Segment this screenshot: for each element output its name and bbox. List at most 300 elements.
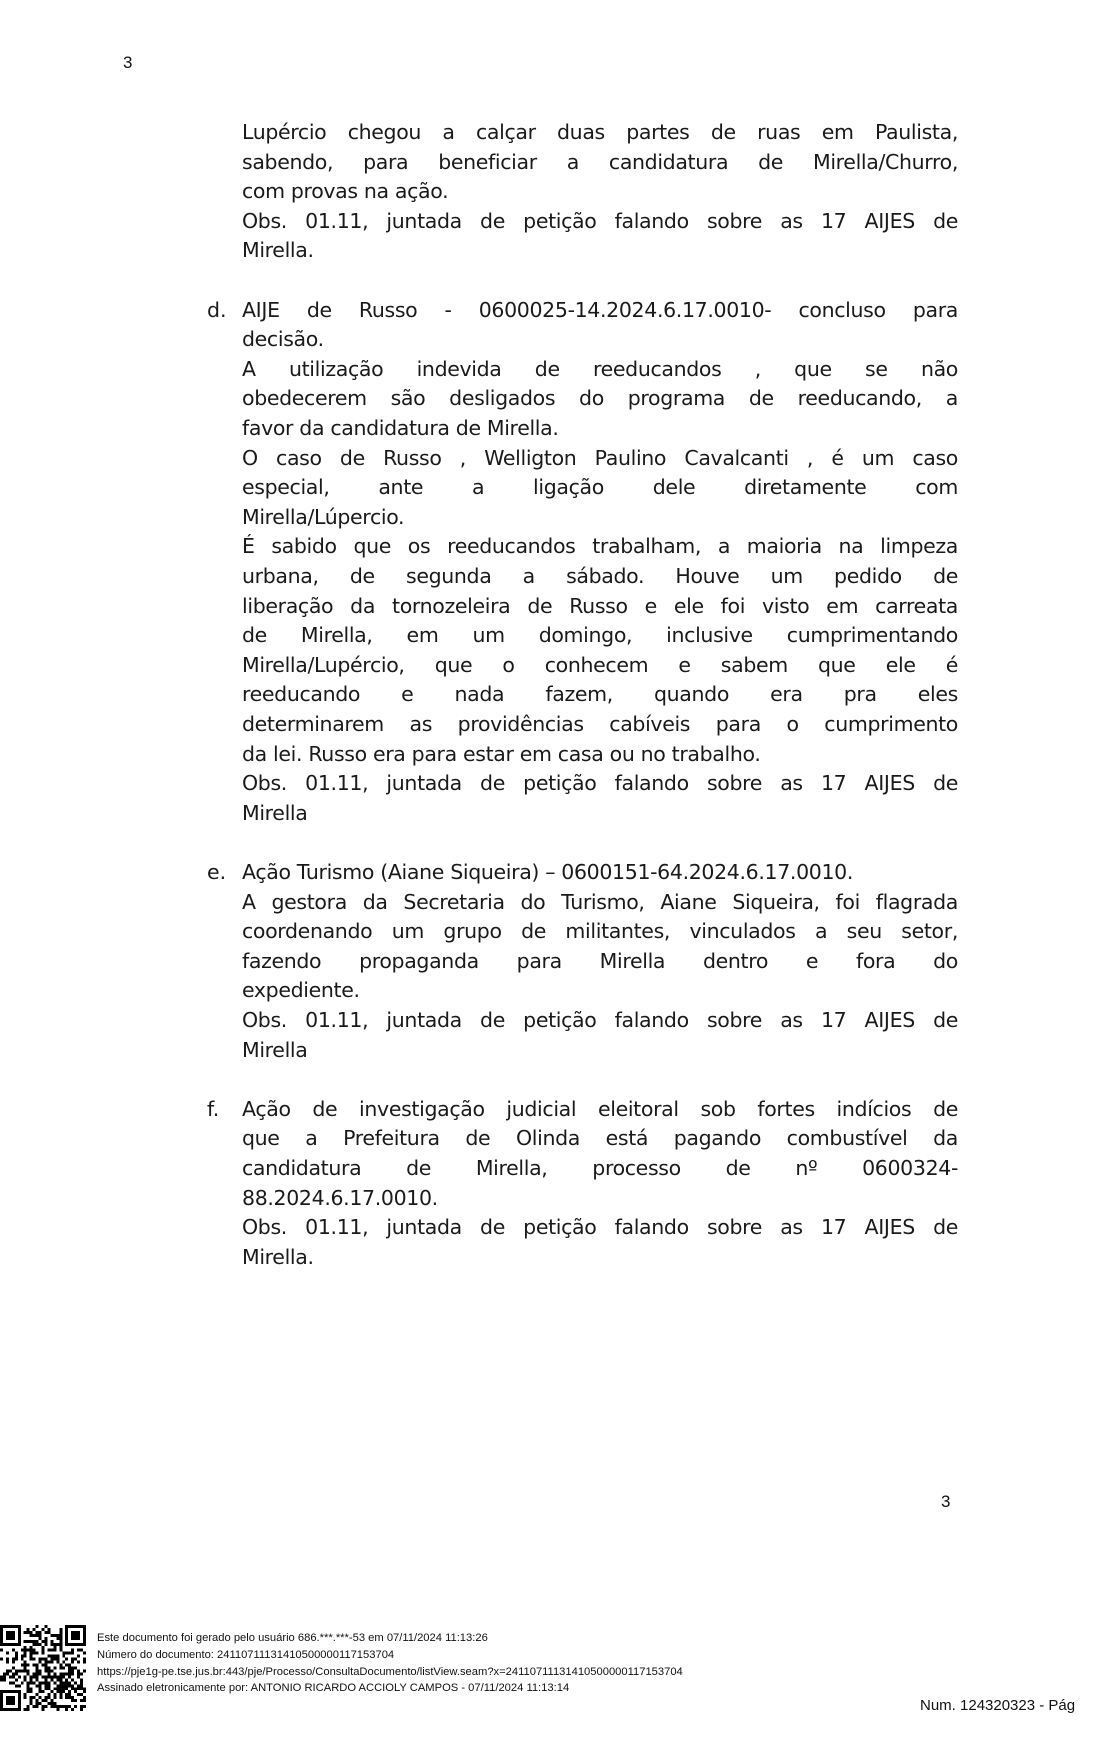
qr-module <box>30 1687 33 1690</box>
qr-module <box>12 1681 15 1684</box>
qr-module <box>53 1672 56 1675</box>
qr-module <box>56 1634 59 1637</box>
text-line: A gestora da Secretaria do Turismo, Aiane Siqueira, foi flagrada <box>242 889 958 914</box>
qr-module <box>74 1637 77 1640</box>
qr-module <box>62 1675 65 1678</box>
qr-module <box>33 1681 36 1684</box>
text-line: 88.2024.6.17.0010. <box>242 1185 438 1210</box>
qr-module <box>44 1705 47 1708</box>
text-line: fazendo propaganda para Mirella dentro e fora do <box>242 948 958 973</box>
qr-module <box>44 1658 47 1661</box>
qr-module <box>62 1705 65 1708</box>
qr-module <box>44 1667 47 1670</box>
qr-module <box>50 1678 53 1681</box>
qr-module <box>36 1631 39 1634</box>
qr-module <box>53 1649 56 1652</box>
qr-module <box>3 1675 6 1678</box>
text-line: urbana, de segunda a sábado. Houve um pedido de <box>242 564 958 588</box>
qr-module <box>83 1625 86 1628</box>
qr-module <box>50 1640 53 1643</box>
qr-module <box>47 1696 50 1699</box>
qr-module <box>65 1681 68 1684</box>
qr-module <box>53 1705 56 1708</box>
qr-module <box>33 1652 36 1655</box>
qr-module <box>21 1658 24 1661</box>
qr-module <box>80 1705 83 1708</box>
qr-module <box>59 1628 62 1631</box>
qr-module <box>56 1687 59 1690</box>
text-line: favor da candidatura de Mirella. <box>242 416 559 440</box>
qr-module <box>77 1649 80 1652</box>
qr-module <box>68 1664 71 1667</box>
qr-module <box>83 1690 86 1693</box>
qr-module <box>44 1669 47 1672</box>
qr-module <box>56 1655 59 1658</box>
qr-module <box>18 1708 21 1711</box>
qr-module <box>74 1690 77 1693</box>
qr-module <box>0 1631 3 1634</box>
qr-module <box>50 1675 53 1678</box>
qr-module <box>12 1708 15 1711</box>
qr-module <box>0 1693 3 1696</box>
text-line: Obs. 01.11, juntada de petição falando sobre as 17 AIJES de <box>242 771 958 796</box>
qr-module <box>24 1661 27 1664</box>
qr-module <box>50 1690 53 1693</box>
qr-module <box>53 1702 56 1705</box>
text-line: sabendo, para beneficiar a candidatura de Mirella/Churro, <box>242 149 958 174</box>
text-line: A utilização indevida de reeducandos , que se não <box>242 356 958 381</box>
qr-module <box>3 1678 6 1681</box>
qr-module <box>77 1672 80 1675</box>
qr-module <box>42 1705 45 1708</box>
qr-module <box>68 1693 71 1696</box>
qr-module <box>6 1690 9 1693</box>
qr-module <box>80 1672 83 1675</box>
qr-module <box>3 1690 6 1693</box>
qr-module <box>44 1664 47 1667</box>
qr-module <box>0 1705 3 1708</box>
qr-module <box>33 1705 36 1708</box>
qr-module <box>56 1643 59 1646</box>
text-line: decisão. <box>242 327 324 352</box>
qr-module <box>71 1678 74 1681</box>
qr-module <box>62 1672 65 1675</box>
qr-module <box>56 1705 59 1708</box>
qr-module <box>39 1702 42 1705</box>
qr-module <box>24 1664 27 1667</box>
qr-module <box>65 1640 68 1643</box>
qr-module <box>62 1684 65 1687</box>
footer-document-number: Número do documento: 24110711131410500000117153704 <box>97 1648 395 1661</box>
qr-module <box>68 1643 71 1646</box>
qr-module <box>0 1637 3 1640</box>
qr-module <box>9 1699 12 1702</box>
qr-module <box>47 1628 50 1631</box>
qr-module <box>30 1646 33 1649</box>
qr-module <box>15 1672 18 1675</box>
qr-module <box>18 1640 21 1643</box>
qr-module <box>15 1678 18 1681</box>
qr-module <box>30 1634 33 1637</box>
qr-module <box>44 1640 47 1643</box>
qr-module <box>53 1693 56 1696</box>
qr-module <box>6 1702 9 1705</box>
qr-module <box>0 1699 3 1702</box>
text-line: que a Prefeitura de Olinda está pagando combustível da <box>242 1126 958 1151</box>
qr-module <box>50 1661 53 1664</box>
qr-module <box>0 1675 3 1678</box>
qr-module <box>71 1634 74 1637</box>
qr-module <box>33 1675 36 1678</box>
qr-module <box>59 1696 62 1699</box>
qr-module <box>21 1664 24 1667</box>
qr-module <box>71 1643 74 1646</box>
page-number-top: 3 <box>123 53 133 72</box>
qr-module <box>53 1634 56 1637</box>
qr-module <box>18 1690 21 1693</box>
qr-module <box>44 1661 47 1664</box>
qr-module <box>68 1667 71 1670</box>
text-line: AIJE de Russo - 0600025-14.2024.6.17.0010- concluso para <box>242 297 958 322</box>
qr-module <box>42 1664 45 1667</box>
qr-module <box>44 1684 47 1687</box>
qr-module <box>42 1708 45 1711</box>
footer-url[interactable]: https://pje1g-pe.tse.jus.br:443/pje/Processo/ConsultaDocumento/listView.seam?x=24110711131410500000117153704 <box>97 1665 683 1678</box>
qr-module <box>33 1643 36 1646</box>
qr-module <box>56 1708 59 1711</box>
qr-module <box>0 1708 3 1711</box>
qr-module <box>71 1625 74 1628</box>
qr-module <box>12 1672 15 1675</box>
text-line: Mirella. <box>242 1244 314 1269</box>
qr-module <box>42 1675 45 1678</box>
qr-module <box>42 1681 45 1684</box>
qr-module <box>24 1631 27 1634</box>
qr-module <box>30 1649 33 1652</box>
qr-module <box>39 1696 42 1699</box>
qr-module <box>6 1658 9 1661</box>
qr-module <box>9 1634 12 1637</box>
qr-module <box>65 1708 68 1711</box>
qr-module <box>65 1693 68 1696</box>
qr-module <box>65 1705 68 1708</box>
qr-module <box>71 1637 74 1640</box>
qr-module <box>65 1684 68 1687</box>
qr-module <box>15 1658 18 1661</box>
qr-module <box>30 1696 33 1699</box>
qr-module <box>65 1696 68 1699</box>
qr-module <box>50 1634 53 1637</box>
text-line: coordenando um grupo de militantes, vinculados a seu setor, <box>242 919 958 944</box>
text-line: obedecerem são desligados do programa de reeducando, a <box>242 386 958 411</box>
qr-module <box>62 1687 65 1690</box>
qr-module <box>71 1631 74 1634</box>
qr-module <box>83 1696 86 1699</box>
qr-module <box>30 1681 33 1684</box>
qr-module <box>27 1640 30 1643</box>
qr-module <box>83 1643 86 1646</box>
qr-module <box>71 1667 74 1670</box>
qr-module <box>71 1658 74 1661</box>
qr-module <box>24 1652 27 1655</box>
qr-module <box>65 1634 68 1637</box>
qr-module <box>39 1669 42 1672</box>
qr-module <box>36 1702 39 1705</box>
qr-module <box>36 1684 39 1687</box>
qr-module <box>24 1669 27 1672</box>
qr-module <box>30 1699 33 1702</box>
qr-module <box>80 1625 83 1628</box>
qr-module <box>24 1649 27 1652</box>
qr-module <box>12 1649 15 1652</box>
qr-module <box>36 1634 39 1637</box>
text-line: liberação da tornozeleira de Russo e ele foi visto em carreata <box>242 593 958 618</box>
qr-module <box>9 1696 12 1699</box>
qr-module <box>9 1631 12 1634</box>
qr-module <box>44 1699 47 1702</box>
text-line: Mirella. <box>242 238 314 263</box>
qr-module <box>47 1661 50 1664</box>
qr-module <box>65 1652 68 1655</box>
qr-module <box>24 1678 27 1681</box>
qr-module <box>0 1658 3 1661</box>
qr-module <box>33 1634 36 1637</box>
qr-module <box>3 1708 6 1711</box>
qr-module <box>36 1652 39 1655</box>
qr-module <box>6 1625 9 1628</box>
qr-module <box>53 1696 56 1699</box>
qr-module <box>74 1667 77 1670</box>
qr-module <box>68 1690 71 1693</box>
qr-module <box>18 1628 21 1631</box>
qr-module <box>9 1643 12 1646</box>
qr-module <box>39 1690 42 1693</box>
qr-module <box>18 1699 21 1702</box>
text-line: O caso de Russo , Welligton Paulino Cavalcanti , é um caso <box>242 445 958 470</box>
qr-module <box>56 1684 59 1687</box>
qr-module <box>33 1664 36 1667</box>
qr-module <box>77 1669 80 1672</box>
qr-module <box>18 1675 21 1678</box>
qr-module <box>44 1631 47 1634</box>
text-line: Lupércio chegou a calçar duas partes de ruas em Paulista, <box>242 120 958 144</box>
text-line: Obs. 01.11, juntada de petição falando sobre as 17 AIJES de <box>242 1008 958 1032</box>
qr-module <box>71 1652 74 1655</box>
qr-module <box>0 1702 3 1705</box>
qr-module <box>39 1681 42 1684</box>
qr-module <box>47 1631 50 1634</box>
qr-module <box>12 1702 15 1705</box>
qr-module <box>30 1655 33 1658</box>
qr-module <box>44 1675 47 1678</box>
qr-module <box>59 1678 62 1681</box>
qr-module <box>9 1675 12 1678</box>
qr-module <box>9 1681 12 1684</box>
qr-module <box>36 1667 39 1670</box>
qr-module <box>0 1696 3 1699</box>
qr-module <box>44 1678 47 1681</box>
qr-module <box>27 1672 30 1675</box>
qr-module <box>44 1696 47 1699</box>
qr-module <box>56 1675 59 1678</box>
qr-module <box>9 1702 12 1705</box>
qr-module <box>12 1643 15 1646</box>
qr-module <box>59 1690 62 1693</box>
qr-module <box>30 1652 33 1655</box>
qr-module <box>12 1625 15 1628</box>
qr-module <box>0 1643 3 1646</box>
qr-module <box>68 1672 71 1675</box>
qr-module <box>74 1687 77 1690</box>
qr-module <box>59 1667 62 1670</box>
list-marker: d. <box>207 297 227 322</box>
qr-module <box>53 1658 56 1661</box>
qr-module <box>53 1675 56 1678</box>
qr-module <box>42 1699 45 1702</box>
qr-module <box>71 1661 74 1664</box>
qr-module <box>12 1667 15 1670</box>
qr-module <box>27 1631 30 1634</box>
qr-module <box>59 1643 62 1646</box>
qr-module <box>0 1628 3 1631</box>
qr-module <box>27 1708 30 1711</box>
qr-module <box>59 1681 62 1684</box>
qr-module <box>59 1649 62 1652</box>
qr-module <box>27 1664 30 1667</box>
text-line: Mirella <box>242 800 308 825</box>
qr-module <box>65 1631 68 1634</box>
electronic-signature-footer <box>97 1630 683 1697</box>
qr-module <box>39 1634 42 1637</box>
qr-module <box>47 1667 50 1670</box>
qr-module <box>50 1658 53 1661</box>
qr-module <box>47 1672 50 1675</box>
qr-module <box>6 1699 9 1702</box>
qr-module <box>24 1640 27 1643</box>
qr-module <box>59 1693 62 1696</box>
qr-module <box>6 1708 9 1711</box>
qr-module <box>36 1664 39 1667</box>
qr-module <box>0 1625 3 1628</box>
qr-module <box>65 1658 68 1661</box>
qr-module <box>12 1675 15 1678</box>
qr-module <box>6 1643 9 1646</box>
qr-module <box>21 1649 24 1652</box>
text-line: Obs. 01.11, juntada de petição falando sobre as 17 AIJES de <box>242 208 958 233</box>
qr-module <box>39 1631 42 1634</box>
qr-module <box>62 1652 65 1655</box>
qr-module <box>59 1637 62 1640</box>
qr-module <box>21 1655 24 1658</box>
qr-module <box>42 1658 45 1661</box>
qr-module <box>36 1672 39 1675</box>
qr-module <box>77 1684 80 1687</box>
qr-module <box>0 1690 3 1693</box>
text-line: Mirella/Lúpercio. <box>242 504 405 529</box>
qr-module <box>0 1649 3 1652</box>
qr-module <box>83 1634 86 1637</box>
qr-module <box>36 1699 39 1702</box>
qr-module <box>3 1672 6 1675</box>
qr-module <box>47 1684 50 1687</box>
qr-module <box>21 1669 24 1672</box>
qr-module <box>71 1669 74 1672</box>
qr-module <box>44 1643 47 1646</box>
text-line: candidatura de Mirella, processo de nº 0600324- <box>242 1156 958 1180</box>
qr-module <box>33 1628 36 1631</box>
text-line: Obs. 01.11, juntada de petição falando sobre as 17 AIJES de <box>242 1215 958 1240</box>
qr-module <box>36 1693 39 1696</box>
qr-module <box>30 1658 33 1661</box>
qr-module <box>68 1705 71 1708</box>
qr-module <box>83 1658 86 1661</box>
qr-module <box>62 1690 65 1693</box>
text-line: com provas na ação. <box>242 179 449 204</box>
qr-module <box>77 1693 80 1696</box>
qr-module <box>62 1667 65 1670</box>
qr-module <box>83 1640 86 1643</box>
qr-module <box>62 1681 65 1684</box>
qr-module <box>39 1687 42 1690</box>
text-line: Mirella <box>242 1037 308 1062</box>
qr-module <box>18 1705 21 1708</box>
qr-module <box>56 1658 59 1661</box>
qr-module <box>30 1675 33 1678</box>
qr-module <box>36 1625 39 1628</box>
qr-module <box>74 1643 77 1646</box>
qr-module <box>44 1625 47 1628</box>
qr-module <box>39 1684 42 1687</box>
qr-module <box>65 1628 68 1631</box>
qr-module <box>15 1669 18 1672</box>
qr-module <box>80 1687 83 1690</box>
qr-module <box>83 1628 86 1631</box>
qr-module <box>50 1649 53 1652</box>
qr-module <box>30 1702 33 1705</box>
qr-module <box>33 1640 36 1643</box>
qr-module <box>36 1640 39 1643</box>
qr-module <box>36 1678 39 1681</box>
qr-module <box>80 1693 83 1696</box>
qr-module <box>83 1699 86 1702</box>
qr-module <box>83 1687 86 1690</box>
qr-module <box>42 1646 45 1649</box>
qr-module <box>15 1625 18 1628</box>
qr-module <box>59 1705 62 1708</box>
qr-module <box>56 1661 59 1664</box>
qr-module <box>77 1631 80 1634</box>
qr-module <box>39 1637 42 1640</box>
qr-module <box>77 1661 80 1664</box>
qr-module <box>24 1696 27 1699</box>
text-line: Ação Turismo (Aiane Siqueira) – 0600151-64.2024.6.17.0010. <box>242 860 854 884</box>
qr-module <box>71 1696 74 1699</box>
qr-module <box>21 1681 24 1684</box>
text-line: Ação de investigação judicial eleitoral sob fortes indícios de <box>242 1096 958 1121</box>
qr-module <box>50 1705 53 1708</box>
qr-module <box>74 1705 77 1708</box>
qr-module <box>6 1634 9 1637</box>
qr-module <box>6 1652 9 1655</box>
footer-signed-by: Assinado eletronicamente por: ANTONIO RICARDO ACCIOLY CAMPOS - 07/11/2024 11:13:14 <box>97 1682 570 1695</box>
qr-module <box>47 1681 50 1684</box>
qr-module <box>47 1675 50 1678</box>
qr-module <box>18 1696 21 1699</box>
qr-module <box>65 1625 68 1628</box>
text-line: reeducando e nada fazem, quando era pra eles <box>242 682 958 707</box>
qr-module <box>15 1684 18 1687</box>
qr-module <box>12 1696 15 1699</box>
